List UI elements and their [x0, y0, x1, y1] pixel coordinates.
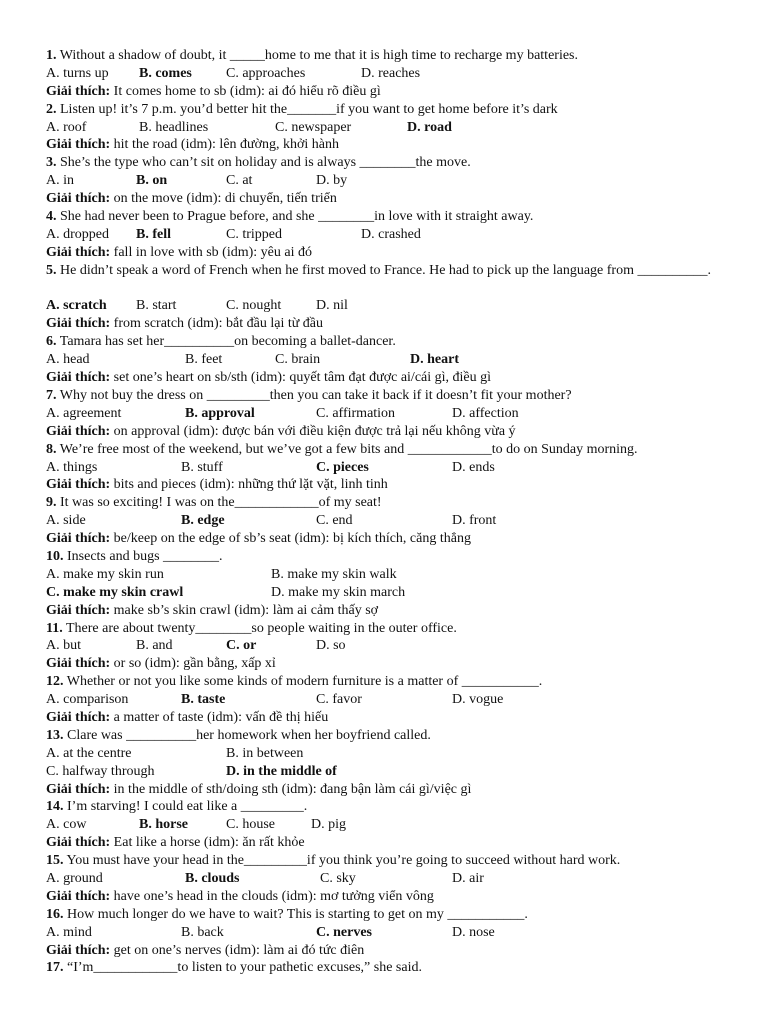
question-text: There are about twenty________so people waiting in the outer office. — [62, 620, 457, 636]
option: C. halfway through — [46, 763, 155, 779]
option: D. make my skin march — [271, 584, 406, 600]
option: A. comparison — [46, 692, 129, 708]
option: A. make my skin run — [46, 566, 164, 582]
explanation-text: hit the road (idm): lên đường, khởi hành — [110, 137, 340, 153]
correct-option: D. heart — [410, 352, 459, 368]
option: A. mind — [46, 924, 92, 940]
option: A. ground — [46, 870, 103, 886]
question-text: We’re free most of the weekend, but we’ve got a few bits and ____________to do on Sunday morning. — [56, 441, 638, 457]
explanation-label: Giải thích: — [46, 370, 111, 386]
options-row — [46, 763, 736, 781]
question-6 — [46, 333, 736, 351]
explanation — [46, 369, 736, 387]
explanation-text: bits and pieces (idm): những thứ lặt vặt, linh tinh — [110, 477, 388, 493]
question-text: “I’m____________to listen to your pathetic excuses,” she said. — [63, 960, 422, 976]
option: A. agreement — [46, 405, 122, 421]
options-row — [46, 65, 736, 83]
option: C. approaches — [226, 65, 306, 81]
option: A. head — [46, 352, 90, 368]
explanation-label: Giải thích: — [46, 656, 111, 672]
question-number: 12. — [46, 674, 64, 690]
exercise-page — [46, 47, 736, 977]
question-number: 4. — [46, 209, 57, 225]
explanation — [46, 781, 736, 799]
explanation — [46, 602, 736, 620]
explanation-label: Giải thích: — [46, 137, 111, 153]
question-text: I’m starving! I could eat like a _________. — [63, 799, 308, 815]
explanation-label: Giải thích: — [46, 191, 111, 207]
option: C. nought — [226, 298, 282, 314]
correct-option: C. nerves — [316, 924, 372, 940]
explanation-label: Giải thích: — [46, 781, 111, 797]
options-row — [46, 637, 736, 655]
options-row — [46, 924, 736, 942]
explanation — [46, 315, 736, 333]
question-text: Insects and bugs ________. — [63, 548, 223, 564]
explanation-text: on the move (idm): di chuyển, tiến triển — [110, 191, 337, 207]
question-4 — [46, 208, 736, 226]
options-row — [46, 512, 736, 530]
correct-option: B. taste — [181, 692, 226, 708]
explanation-label: Giải thích: — [46, 423, 111, 439]
question-3 — [46, 154, 736, 172]
option: A. turns up — [46, 65, 109, 81]
option: A. cow — [46, 817, 87, 833]
explanation-text: or so (idm): gần bằng, xấp xỉ — [110, 656, 276, 672]
option: B. feet — [185, 352, 223, 368]
question-13 — [46, 727, 736, 745]
explanation-label: Giải thích: — [46, 316, 111, 332]
option: A. roof — [46, 119, 87, 135]
question-7 — [46, 387, 736, 405]
options-row — [46, 584, 736, 602]
explanation — [46, 476, 736, 494]
question-17 — [46, 959, 736, 977]
question-number: 11. — [46, 620, 63, 636]
question-text: Whether or not you like some kinds of modern furniture is a matter of ___________. — [63, 674, 543, 690]
options-row — [46, 405, 736, 423]
option: B. start — [136, 298, 177, 314]
explanation-text: a matter of taste (idm): vấn đề thị hiếu — [110, 709, 329, 725]
options-row — [46, 297, 736, 315]
question-12 — [46, 673, 736, 691]
correct-option: B. clouds — [185, 870, 240, 886]
option: D. reaches — [361, 65, 421, 81]
question-text: Listen up! it’s 7 p.m. you’d better hit the_______if you want to get home before it’s dark — [56, 101, 558, 117]
question-number: 10. — [46, 548, 64, 564]
explanation — [46, 423, 736, 441]
option: C. end — [316, 513, 353, 529]
question-number: 15. — [46, 853, 64, 869]
question-text: She had never been to Prague before, and she ________in love with it straight away. — [56, 209, 534, 225]
option: C. at — [226, 173, 253, 189]
explanation-text: get on one’s nerves (idm): làm ai đó tức điên — [110, 942, 365, 958]
option: D. ends — [452, 459, 495, 475]
explanation-label: Giải thích: — [46, 83, 111, 99]
option: D. by — [316, 173, 348, 189]
explanation — [46, 136, 736, 154]
option: D. nose — [452, 924, 495, 940]
options-row — [46, 566, 736, 584]
explanation-label: Giải thích: — [46, 888, 111, 904]
option: B. and — [136, 638, 173, 654]
question-number: 5. — [46, 262, 57, 278]
question-text: He didn’t speak a word of French when he first moved to France. He had to pick up the language from __________. — [56, 262, 711, 278]
correct-option: A. scratch — [46, 298, 107, 314]
question-text: Clare was __________her homework when her boyfriend called. — [63, 727, 431, 743]
option: B. in between — [226, 745, 304, 761]
question-text: You must have your head in the_________if you think you’re going to succeed without hard work. — [63, 853, 621, 869]
question-14 — [46, 798, 736, 816]
question-number: 13. — [46, 727, 64, 743]
explanation — [46, 190, 736, 208]
options-row — [46, 172, 736, 190]
options-row — [46, 745, 736, 763]
explanation — [46, 530, 736, 548]
options-row — [46, 459, 736, 477]
question-number: 16. — [46, 906, 64, 922]
question-number: 1. — [46, 48, 57, 63]
question-text: Tamara has set her__________on becoming a ballet-dancer. — [56, 334, 396, 350]
options-row — [46, 351, 736, 369]
question-11 — [46, 620, 736, 638]
explanation-label: Giải thích: — [46, 942, 111, 958]
option: A. but — [46, 638, 81, 654]
question-1 — [46, 47, 736, 65]
correct-option: B. on — [136, 173, 168, 189]
explanation — [46, 655, 736, 673]
correct-option: B. horse — [139, 817, 188, 833]
options-row — [46, 119, 736, 137]
question-text: Without a shadow of doubt, it _____home to me that it is high time to recharge my batteries. — [56, 48, 578, 63]
option: B. make my skin walk — [271, 566, 397, 582]
explanation-text: have one’s head in the clouds (idm): mơ tưởng viển vông — [110, 888, 434, 904]
explanation — [46, 244, 736, 262]
question-15 — [46, 852, 736, 870]
question-number: 8. — [46, 441, 57, 457]
correct-option: B. fell — [136, 226, 171, 242]
correct-option: C. or — [226, 638, 257, 654]
question-8 — [46, 441, 736, 459]
correct-option: D. in the middle of — [226, 763, 337, 779]
correct-option: B. approval — [185, 405, 255, 421]
question-number: 7. — [46, 387, 57, 403]
explanation — [46, 888, 736, 906]
options-row — [46, 226, 736, 244]
options-row — [46, 870, 736, 888]
option: C. affirmation — [316, 405, 396, 421]
explanation — [46, 834, 736, 852]
correct-option: D. road — [407, 119, 452, 135]
explanation-text: on approval (idm): được bán với điều kiện được trả lại nếu không vừa ý — [110, 423, 516, 439]
explanation-text: make sb’s skin crawl (idm): làm ai cảm thấy sợ — [110, 602, 379, 618]
question-number: 17. — [46, 960, 64, 976]
explanation-text: set one’s heart on sb/sth (idm): quyết tâm đạt được ai/cái gì, điều gì — [110, 370, 492, 386]
correct-option: B. comes — [139, 65, 192, 81]
explanation-label: Giải thích: — [46, 709, 111, 725]
correct-option: B. edge — [181, 513, 225, 529]
option: D. vogue — [452, 692, 504, 708]
explanation-text: in the middle of sth/doing sth (idm): đang bận làm cái gì/việc gì — [110, 781, 472, 797]
option: D. air — [452, 870, 484, 886]
option: C. brain — [275, 352, 321, 368]
option: B. headlines — [139, 119, 209, 135]
explanation-text: be/keep on the edge of sb’s seat (idm): bị kích thích, căng thẳng — [110, 531, 471, 547]
explanation-label: Giải thích: — [46, 531, 111, 547]
option: D. so — [316, 638, 346, 654]
explanation — [46, 942, 736, 960]
question-text: She’s the type who can’t sit on holiday and is always ________the move. — [56, 155, 471, 171]
question-16 — [46, 906, 736, 924]
explanation-text: fall in love with sb (idm): yêu ai đó — [110, 244, 312, 260]
question-2 — [46, 101, 736, 119]
explanation-text: from scratch (idm): bắt đầu lại từ đầu — [110, 316, 324, 332]
option: A. in — [46, 173, 74, 189]
explanation-label: Giải thích: — [46, 244, 111, 260]
correct-option: C. make my skin crawl — [46, 584, 184, 600]
question-text: It was so exciting! I was on the____________of my seat! — [56, 495, 382, 511]
option: D. affection — [452, 405, 519, 421]
option: C. favor — [316, 692, 362, 708]
option: A. at the centre — [46, 745, 132, 761]
option: A. dropped — [46, 226, 109, 242]
option: C. newspaper — [275, 119, 352, 135]
question-text: Why not buy the dress on _________then you can take it back if it doesn’t fit your mother? — [56, 387, 572, 403]
question-text: How much longer do we have to wait? This is starting to get on my ___________. — [63, 906, 528, 922]
option: D. front — [452, 513, 497, 529]
option: A. things — [46, 459, 98, 475]
option: C. sky — [320, 870, 356, 886]
question-10 — [46, 548, 736, 566]
question-number: 3. — [46, 155, 57, 171]
correct-option: C. pieces — [316, 459, 369, 475]
option: D. crashed — [361, 226, 421, 242]
question-number: 14. — [46, 799, 64, 815]
option: B. stuff — [181, 459, 223, 475]
question-5 — [46, 262, 736, 298]
explanation — [46, 83, 736, 101]
explanation-label: Giải thích: — [46, 835, 111, 851]
option: B. back — [181, 924, 224, 940]
question-9 — [46, 494, 736, 512]
explanation-label: Giải thích: — [46, 602, 111, 618]
option: C. house — [226, 817, 275, 833]
explanation-text: Eat like a horse (idm): ăn rất khỏe — [110, 835, 305, 851]
option: A. side — [46, 513, 86, 529]
option: D. nil — [316, 298, 348, 314]
options-row — [46, 816, 736, 834]
explanation — [46, 709, 736, 727]
option: D. pig — [311, 817, 346, 833]
question-number: 6. — [46, 334, 57, 350]
explanation-text: It comes home to sb (idm): ai đó hiểu rõ điều gì — [110, 83, 381, 99]
question-number: 9. — [46, 495, 57, 511]
explanation-label: Giải thích: — [46, 477, 111, 493]
option: C. tripped — [226, 226, 282, 242]
options-row — [46, 691, 736, 709]
question-number: 2. — [46, 101, 57, 117]
